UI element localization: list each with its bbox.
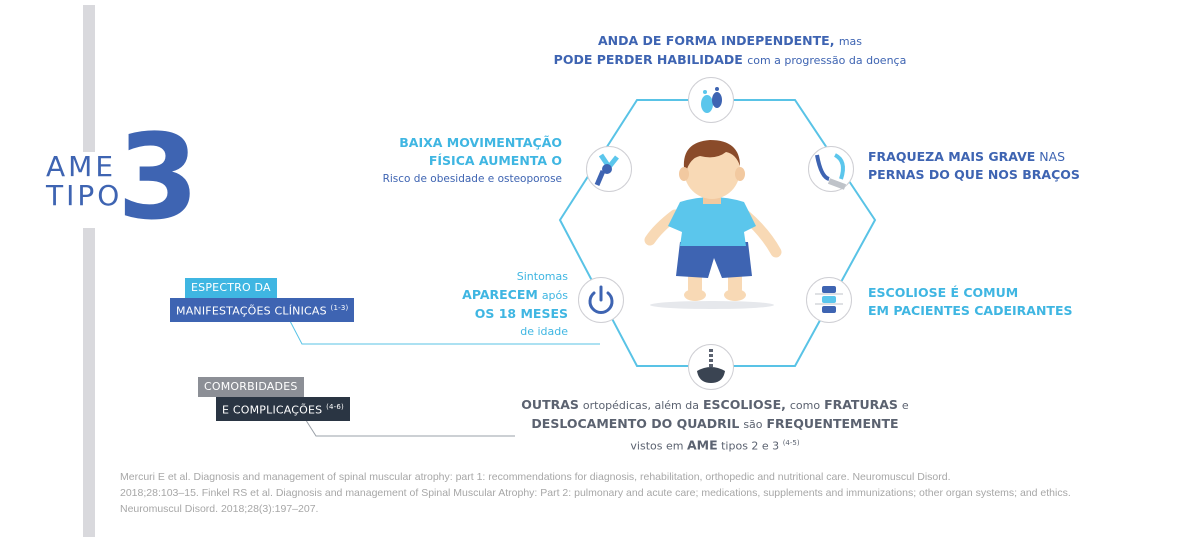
tag-espectro-1: ESPECTRO DA	[185, 278, 277, 298]
orth-l1-b: ortopédicas, além da	[582, 399, 699, 412]
ame-word: AME	[46, 150, 117, 183]
symptoms-line2-soft: após	[541, 289, 568, 302]
orth-l3-a: vistos em	[630, 439, 684, 453]
pelvis-spine-icon	[688, 344, 734, 390]
references	[120, 469, 1180, 517]
orth-l1-f: e	[901, 399, 909, 412]
reference-line1: Mercuri E et al. Diagnosis and management of spinal muscular atrophy: part 1: recommendations for diagnosis, rehabilitation, orthopedic and nutritional care. Neuromuscul Disord.	[120, 471, 951, 483]
tag-espectro-2	[170, 298, 354, 322]
low-mobility-line1: BAIXA MOVIMENTAÇÃO	[399, 135, 562, 150]
symptoms-text	[420, 268, 568, 341]
orth-l3-c: tipos 2 e 3	[721, 439, 780, 453]
tag-espectro-ref: (1-3)	[330, 304, 349, 312]
reference-line3: Neuromuscul Disord. 2018;28(3):197–207.	[120, 503, 319, 515]
weakness-text	[868, 148, 1128, 184]
tipo-word: TIPO	[46, 179, 123, 212]
weakness-line1-soft: NAS	[1039, 149, 1066, 164]
weakness-line2: PERNAS DO QUE NOS BRAÇOS	[868, 167, 1080, 182]
type-number: 3	[117, 108, 200, 246]
knee-joint-icon	[586, 146, 632, 192]
low-mobility-text	[352, 134, 562, 188]
orth-l1-a: OUTRAS	[521, 397, 579, 412]
walking-line1-strong: ANDA DE FORMA INDEPENDENTE,	[598, 33, 835, 48]
symptoms-line1: Sintomas	[516, 270, 568, 283]
spine-icon	[806, 277, 852, 323]
orth-l1-e: FRATURAS	[824, 397, 898, 412]
tag-comorb-1: COMORBIDADES	[198, 377, 304, 397]
low-mobility-line2: FÍSICA AUMENTA O	[428, 153, 562, 168]
walking-text	[540, 32, 920, 70]
child-illustration	[640, 140, 790, 310]
scoliosis-line2: EM PACIENTES CADEIRANTES	[868, 303, 1073, 318]
orth-l1-d: como	[789, 399, 821, 412]
scoliosis-line1: ESCOLIOSE É COMUM	[868, 285, 1019, 300]
orth-l1-c: ESCOLIOSE,	[702, 397, 786, 412]
scoliosis-text	[868, 284, 1128, 320]
power-icon	[578, 277, 624, 323]
orth-l3-b: AME	[686, 437, 718, 453]
walking-line1-soft: mas	[838, 35, 862, 48]
tag-comorb-2-text: E COMPLICAÇÕES	[222, 403, 323, 417]
orth-l3-ref: (4-5)	[782, 439, 800, 447]
symptoms-line3: OS 18 MESES	[474, 306, 568, 321]
walking-line2-soft: com a progressão da doença	[747, 54, 907, 67]
tag-comorb-ref: (4-6)	[326, 403, 344, 411]
low-mobility-line3: Risco de obesidade e osteoporose	[382, 173, 562, 185]
orth-l2-a: DESLOCAMENTO DO QUADRIL	[531, 416, 740, 431]
orth-l2-b: são	[743, 418, 763, 431]
symptoms-line4: de idade	[520, 325, 568, 338]
tag-comorb-2	[216, 397, 350, 421]
walking-line2-strong: PODE PERDER HABILIDADE	[553, 52, 743, 67]
symptoms-line2-strong: APARECEM	[462, 287, 538, 302]
foot-icon	[688, 77, 734, 123]
orth-l2-c: FREQUENTEMENTE	[766, 416, 899, 431]
legs-icon	[808, 146, 854, 192]
orthopedic-text	[500, 396, 930, 456]
weakness-line1-strong: FRAQUEZA MAIS GRAVE	[868, 149, 1036, 164]
tag-espectro-2-text: MANIFESTAÇÕES CLÍNICAS	[176, 304, 327, 318]
reference-line2: 2018;28:103–15. Finkel RS et al. Diagnosis and management of Spinal Muscular Atrophy: Part 2: pulmonary and acute care; medications, supplements and immunizations; other organ systems; and ethics.	[120, 487, 1071, 499]
